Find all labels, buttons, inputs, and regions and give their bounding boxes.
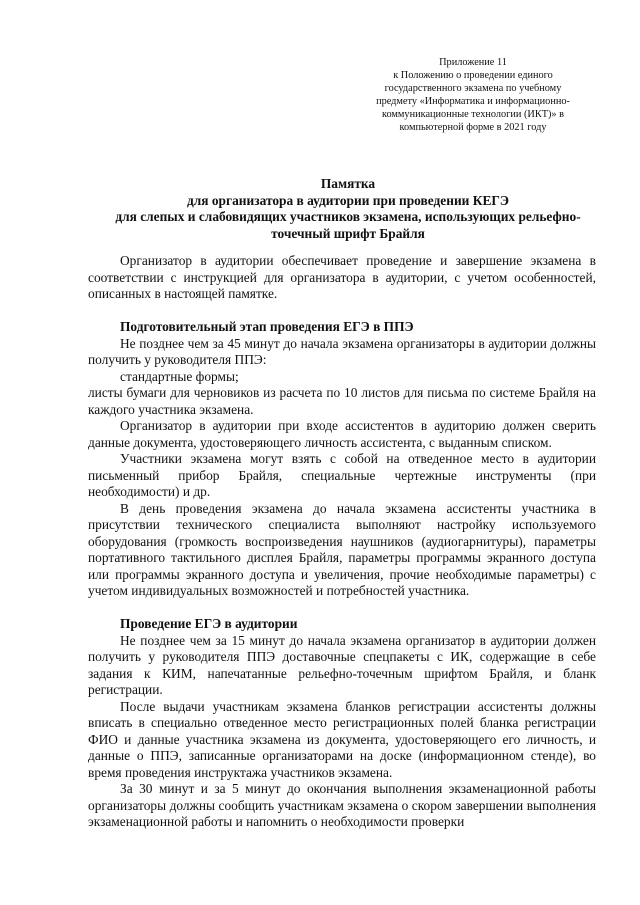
paragraph: Не позднее чем за 15 минут до начала экзамена организатор в аудитории должен получить у руководителя ППЭ доставочные спецпакеты с ИК, содержащие в себе задания к КИМ, напечатанные рельефно-точечным шрифтом Брайля, и бланк регистрации.: [88, 632, 596, 697]
section-heading-preparation: Подготовительный этап проведения ЕГЭ в ППЭ: [120, 319, 414, 334]
appendix-line: к Положению о проведении единого: [393, 70, 553, 81]
paragraph: Организатор в аудитории при входе ассистентов в аудиторию должен сверить данные документа, удостоверяющего личность ассистента, с выданным списком.: [88, 418, 596, 450]
appendix-line: Приложение 11: [439, 57, 507, 68]
intro-paragraph: Организатор в аудитории обеспечивает проведение и завершение экзамена в соответствии с инструкцией для организатора в аудитории, с учетом особенностей, описанных в настоящей памятке.: [88, 253, 596, 301]
paragraph: Участники экзамена могут взять с собой на отведенное место в аудитории письменный прибор Брайля, специальные чертежные инструменты (при необходимости) и др.: [88, 451, 596, 499]
paragraph: За 30 минут и за 5 минут до окончания выполнения экзаменационной работы организаторы должны сообщить участникам экзамена о скором завершении выполнения экзаменационной работы и напомнить о необходимости проверки: [88, 781, 596, 829]
appendix-note: [368, 56, 578, 134]
list-item: стандартные формы;: [120, 368, 239, 384]
title-line: для слепых и слабовидящих участников экзамена, использующих рельефно-: [115, 209, 581, 224]
appendix-line: коммуникационные технологии (ИКТ)» в: [381, 109, 565, 120]
document-body: [88, 253, 596, 831]
title-line: точечный шрифт Брайля: [271, 225, 425, 241]
paragraph: Не позднее чем за 45 минут до начала экзамена организаторы в аудитории должны получить у руководителя ППЭ:: [88, 335, 596, 367]
section-heading-exam: Проведение ЕГЭ в аудитории: [120, 616, 298, 631]
document-title: [88, 176, 608, 242]
paragraph: После выдачи участникам экзамена бланков регистрации ассистенты должны вписать в специально отведенное место регистрационных полей бланка регистрации ФИО и данные участника экзамена из документа, удостоверяющего его личность, и данные о ППЭ, записанные организаторами на доске (информационном стенде), во время проведения инструктажа участников экзамена.: [88, 698, 596, 780]
title-line: Памятка: [320, 176, 376, 191]
list-item: листы бумаги для черновиков из расчета по 10 листов для письма по системе Брайля на каждого участника экзамена.: [88, 385, 596, 417]
appendix-line: государственного экзамена по учебному: [384, 83, 562, 94]
appendix-line: компьютерной форме в 2021 году: [399, 122, 547, 133]
title-line: для организатора в аудитории при проведении КЕГЭ: [186, 192, 509, 208]
paragraph: В день проведения экзамена до начала экзамена ассистенты участника в присутствии технического специалиста выполняют настройку используемого оборудования (громкость воспроизведения наушников (аудиогарнитуры), параметры портативного тактильного дисплея Брайля, параметры программы экранного доступа или программы экранного доступа и увеличения, прочие необходимые параметры) с учетом индивидуальных возможностей и потребностей участника.: [88, 500, 596, 598]
appendix-line: предмету «Информатика и информационно-: [376, 96, 570, 107]
